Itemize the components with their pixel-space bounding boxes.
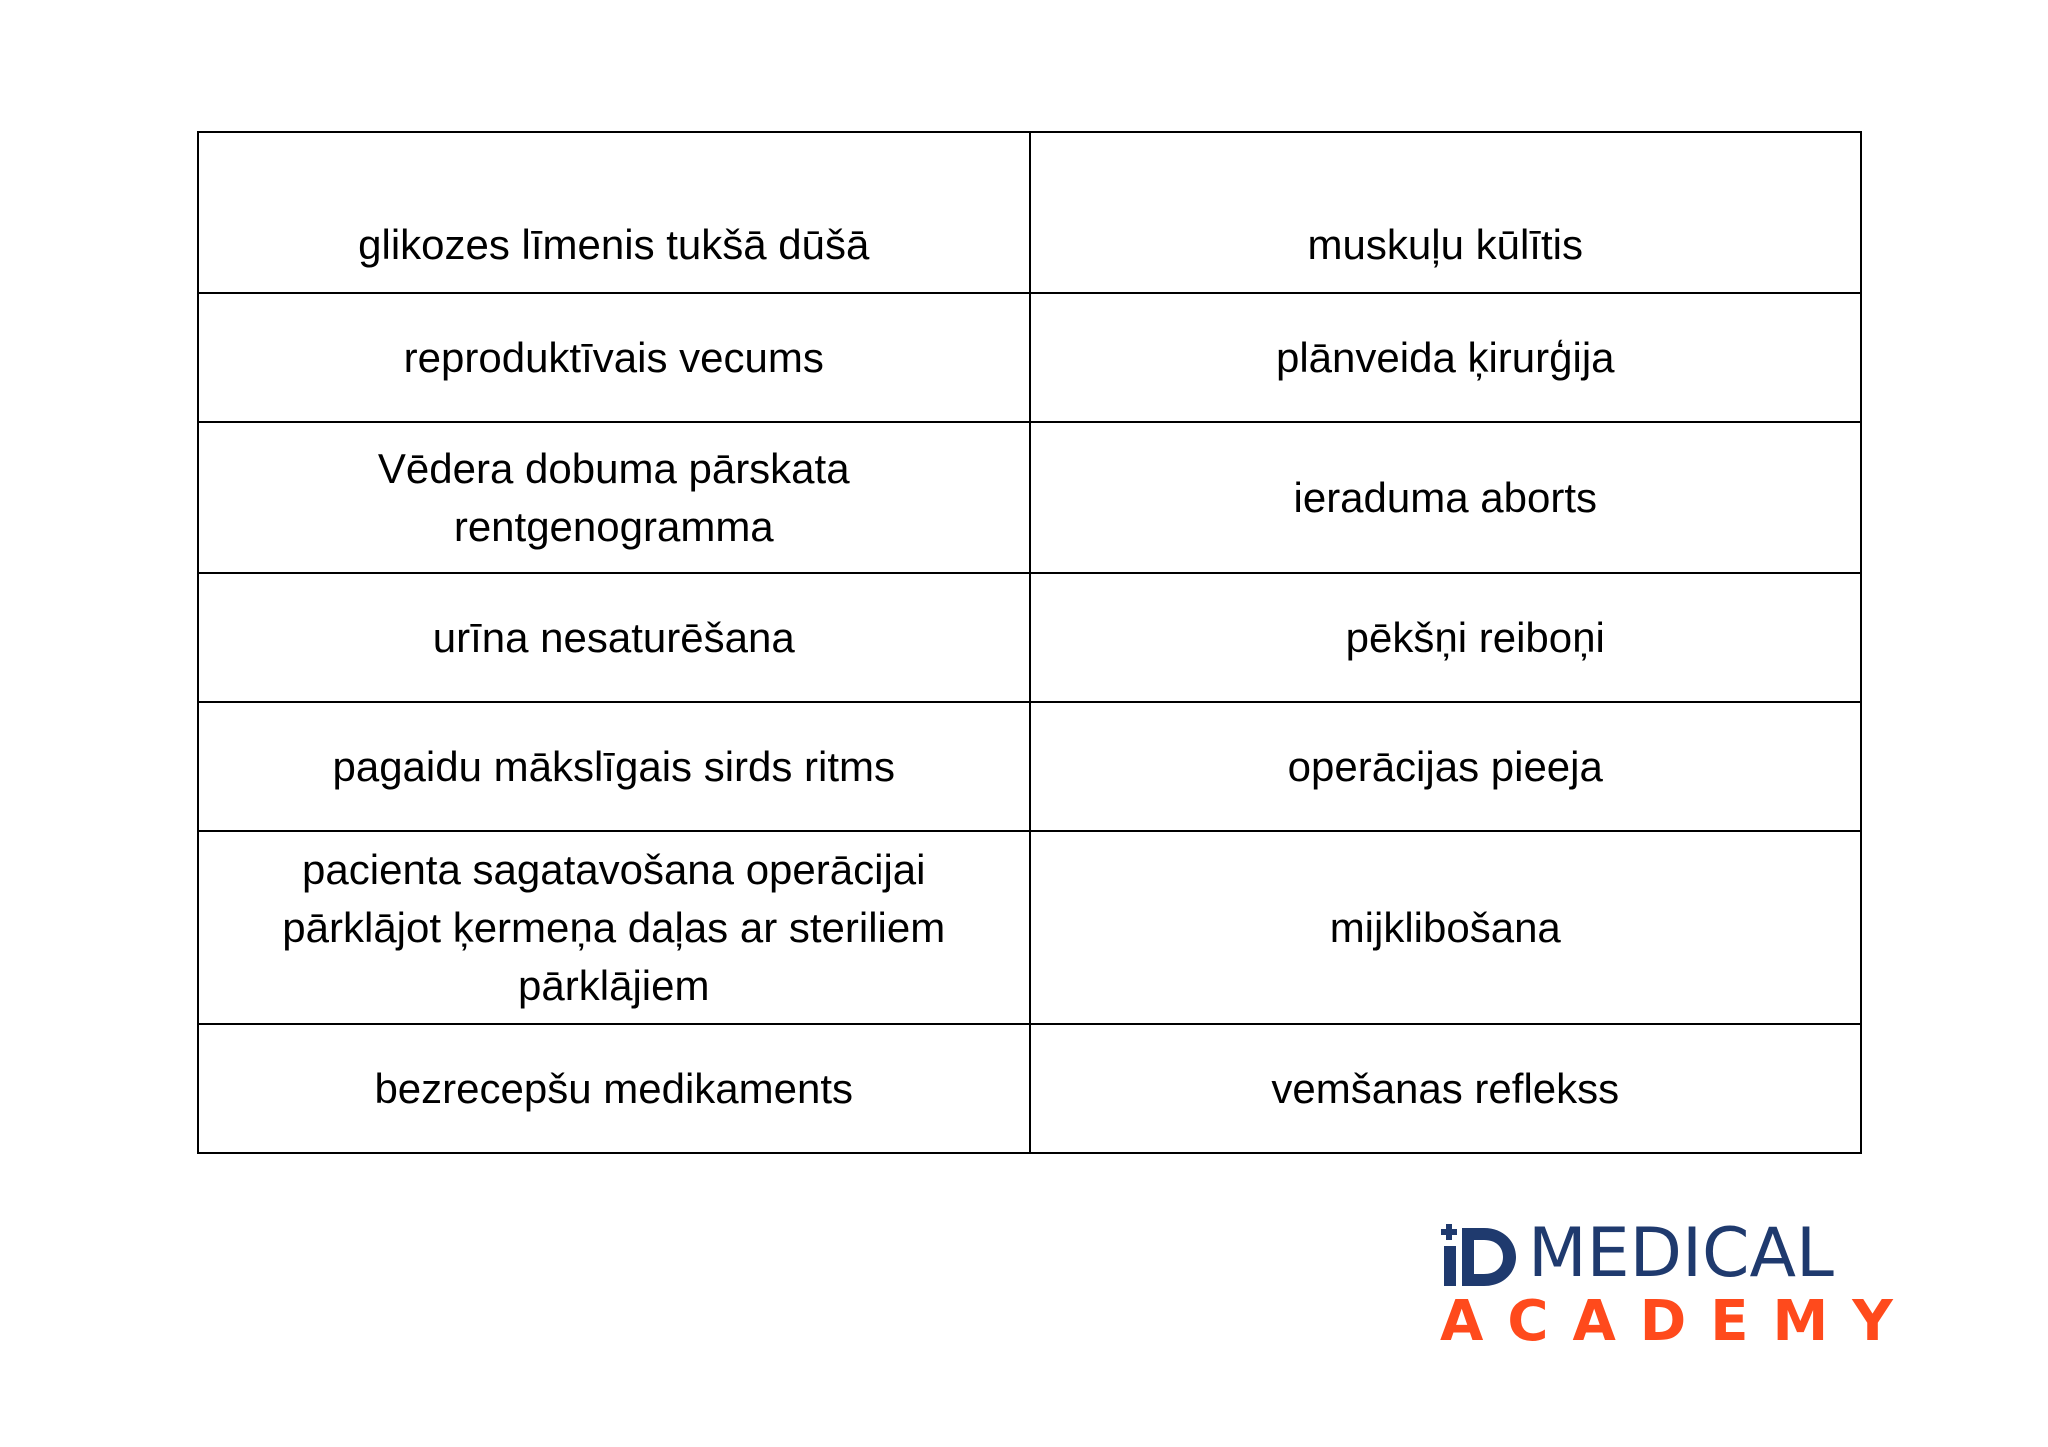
table-row xyxy=(198,702,1861,831)
term-left: Vēdera dobuma pārskata rentgenogramma xyxy=(198,422,1030,573)
id-medical-academy-logo xyxy=(1440,1214,1917,1354)
term-left: pagaidu mākslīgais sirds ritms xyxy=(198,702,1030,831)
term-right: ieraduma aborts xyxy=(1030,422,1862,573)
logo-word-academy: ACADEMY xyxy=(1440,1289,1917,1354)
term-left: bezrecepšu medikaments xyxy=(198,1024,1030,1153)
vocabulary-table xyxy=(197,131,1862,1154)
term-right: vemšanas reflekss xyxy=(1030,1024,1862,1153)
table-row xyxy=(198,132,1861,293)
term-left: urīna nesaturēšana xyxy=(198,573,1030,702)
term-left: glikozes līmenis tukšā dūšā xyxy=(198,132,1030,293)
term-right: mijklibošana xyxy=(1030,831,1862,1024)
term-left: reproduktīvais vecums xyxy=(198,293,1030,422)
table-row xyxy=(198,1024,1861,1153)
table-row xyxy=(198,831,1861,1024)
term-right: operācijas pieeja xyxy=(1030,702,1862,831)
term-right: plānveida ķirurģija xyxy=(1030,293,1862,422)
logo-word-medical: MEDICAL xyxy=(1528,1214,1834,1293)
term-left: pacienta sagatavošana operācijai pārklājot ķermeņa daļas ar steriliem pārklājiem xyxy=(198,831,1030,1024)
id-cross-logo-icon xyxy=(1440,1222,1518,1288)
table-row xyxy=(198,293,1861,422)
table-row xyxy=(198,422,1861,573)
table-row xyxy=(198,573,1861,702)
term-right: muskuļu kūlītis xyxy=(1030,132,1862,293)
term-right: pēkšņi reiboņi xyxy=(1030,573,1862,702)
logo-top-line xyxy=(1440,1214,1834,1293)
